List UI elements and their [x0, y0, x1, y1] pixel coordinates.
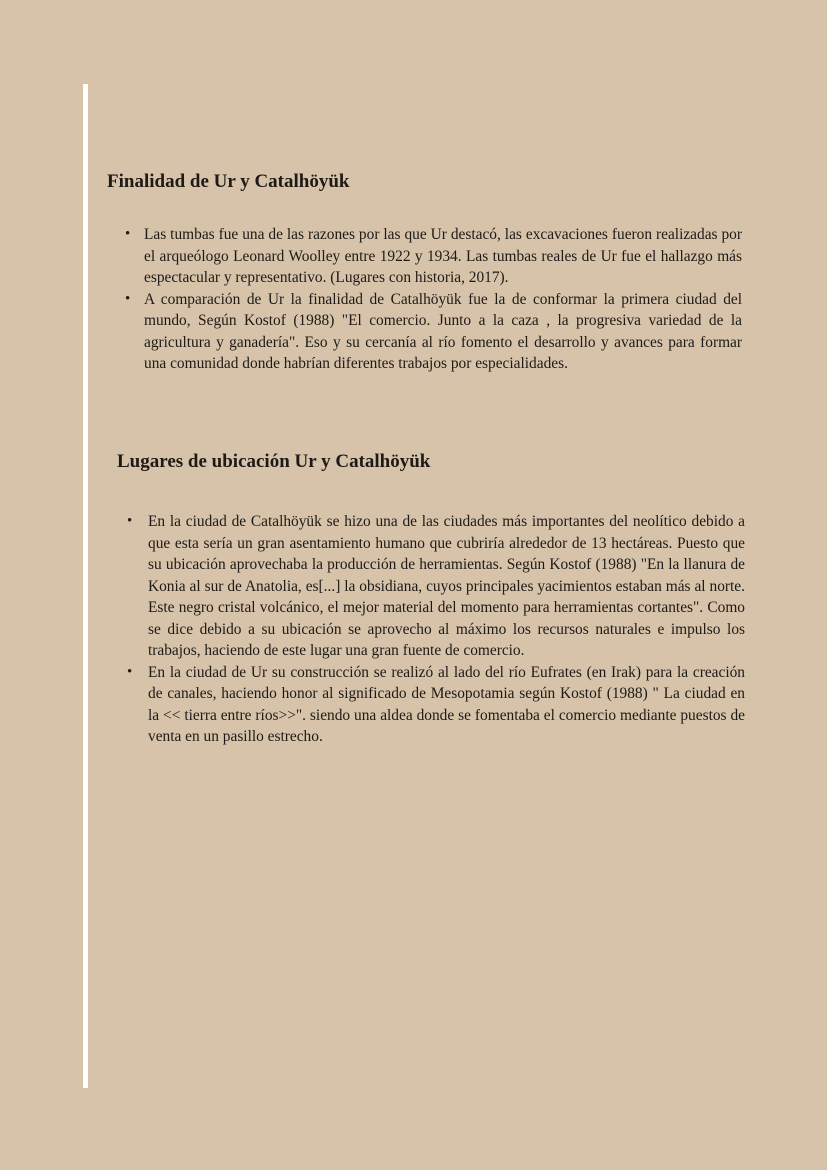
bullet-list [107, 224, 742, 375]
bullet-icon: • [127, 513, 133, 529]
list-item [107, 224, 742, 289]
bullet-icon: • [127, 663, 133, 680]
section-heading: Lugares de ubicación Ur y Catalhöyük [117, 451, 431, 472]
list-item [117, 511, 745, 662]
list-item-text: Las tumbas fue una de las razones por las que Ur destacó, las excavaciones fueron realizadas por el arqueólogo Leonard Woolley entre 1922 y 1934. Las tumbas reales de Ur fue el hallazgo más espectacular y representativo. (Lugares con historia, 2017). [144, 226, 742, 286]
list-item-text: En la ciudad de Ur su construcción se realizó al lado del río Eufrates (en Irak) para la creación de canales, haciendo honor al significado de Mesopotamia según Kostof (1988) " La ciudad en la << tierra entre ríos>>". siendo una aldea donde se fomentaba el comercio mediante puestos de venta en un pasillo estrecho. [148, 663, 745, 745]
page-margin-rule [83, 84, 88, 1088]
section-ubicacion [117, 448, 745, 748]
bullet-icon: • [125, 290, 131, 307]
list-item-text: En la ciudad de Catalhöyük se hizo una de las ciudades más importantes del neolítico debido a que esta sería un gran asentamiento humano que cubriría alrededor de 13 hectáreas. Puesto que su ubicación aprovechaba la producción de herramientas. Según Kostof (1988) "En la llanura de Konia al sur de Anatolia, es[...] la obsidiana, cuyos principales yacimientos estaban más al norte. Este negro cristal volcánico, el mejor material del momento para herramientas cortantes". Como se dice debido a su ubicación se aprovecho al máximo los recursos naturales e impulso los trabajos, haciendo de este lugar una gran fuente de comercio. [148, 513, 745, 659]
list-item [107, 289, 742, 375]
section-heading: Finalidad de Ur y Catalhöyük [107, 171, 350, 192]
bullet-list [117, 511, 745, 748]
bullet-icon: • [125, 226, 131, 242]
section-finalidad [107, 168, 742, 375]
list-item [117, 662, 745, 748]
list-item-text: A comparación de Ur la finalidad de Catalhöyük fue la de conformar la primera ciudad del mundo, Según Kostof (1988) "El comercio. Junto a la caza , la progresiva variedad de la agricultura y ganadería". Eso y su cercanía al río fomento el desarrollo y avances para formar una comunidad donde habrían diferentes trabajos por especialidades. [144, 290, 742, 372]
